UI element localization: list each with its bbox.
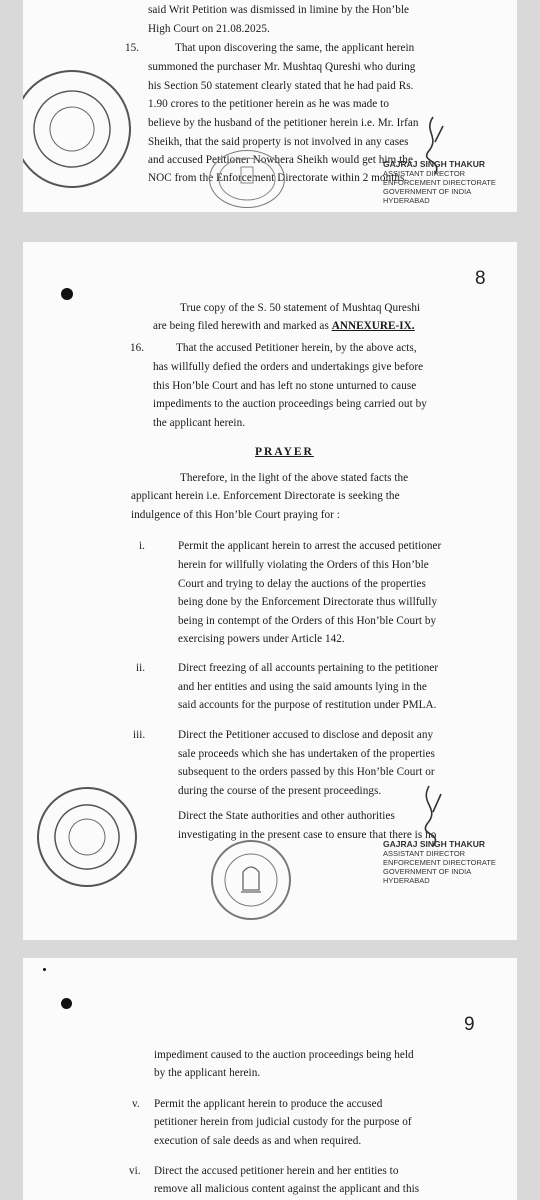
signatory-city: HYDERABAD (383, 196, 430, 205)
text-fragment: are being filed herewith and marked as (153, 320, 332, 332)
text-line: Sheikh, that the said property is not involved in any cases (148, 136, 409, 148)
prayer-item-label: v. (132, 1098, 140, 1110)
text-line: and accused Petitioner Nowhera Sheikh would get him the (148, 154, 413, 166)
text-line: has willfully defied the orders and undertakings give before (153, 361, 424, 373)
punch-mark (61, 998, 72, 1009)
text-line: NOC from the Enforcement Directorate within 2 months. (148, 172, 408, 184)
text-line: petitioner herein from judicial custody for the purpose of (154, 1116, 412, 1128)
text-line: Therefore, in the light of the above stated facts the (180, 472, 409, 484)
signatory-name: GAJRAJ SINGH THAKUR (383, 839, 486, 849)
signatory-govt: GOVERNMENT OF INDIA (383, 187, 472, 196)
text-line: That upon discovering the same, the applicant herein (175, 42, 415, 54)
prayer-item-label: vi. (129, 1165, 141, 1177)
signatory-title: ASSISTANT DIRECTOR (383, 849, 466, 858)
text-line: subsequent to the orders passed by this Hon’ble Court or (178, 766, 435, 778)
text-line: impediments to the auction proceedings being carried out by (153, 398, 427, 410)
page-number: 8 (475, 268, 486, 289)
text-line: impediment caused to the auction proceedings being held (154, 1049, 414, 1061)
punch-mark (43, 968, 46, 971)
notary-stamp (23, 773, 151, 901)
text-line: True copy of the S. 50 statement of Mushtaq Qureshi (180, 302, 421, 314)
document-page-1 (23, 0, 517, 212)
text-line (153, 320, 415, 332)
text-line: being in contempt of the Orders of this Hon’ble Court by (178, 615, 437, 627)
text-line: applicant herein i.e. Enforcement Directorate is seeking the (131, 490, 400, 502)
annexure-label: ANNEXURE-IX. (331, 320, 415, 332)
signatory-govt: GOVERNMENT OF INDIA (383, 867, 472, 876)
signatory-office: ENFORCEMENT DIRECTORATE (383, 178, 496, 187)
punch-mark (61, 288, 73, 300)
signatory-block (383, 840, 496, 885)
text-line: execution of sale deeds as and when required. (154, 1135, 362, 1147)
text-line: herein for willfully violating the Orders of this Hon’ble (178, 559, 429, 571)
prayer-item-label: i. (139, 540, 145, 552)
text-line: Direct the State authorities and other authorities (178, 810, 395, 822)
page-number: 9 (464, 1014, 475, 1035)
signatory-name: GAJRAJ SINGH THAKUR (383, 159, 486, 169)
text-line: said Writ Petition was dismissed in limine by the Hon’ble (148, 4, 410, 16)
text-line: this Hon’ble Court and has left no stone unturned to cause (153, 380, 417, 392)
paragraph-number: 15. (125, 42, 139, 54)
text-line: Permit the applicant herein to produce the accused (154, 1098, 383, 1110)
text-line: and her entities and using the said amounts lying in the (178, 681, 427, 693)
official-seal (211, 840, 291, 920)
text-line: exercising powers under Article 142. (178, 633, 345, 645)
text-line: being done by the Enforcement Directorate thus willfully (178, 596, 438, 608)
paragraph-number: 16. (130, 342, 144, 354)
text-line: Direct the accused petitioner herein and her entities to (154, 1165, 399, 1177)
text-line: remove all malicious content against the applicant and this (154, 1183, 420, 1195)
signatory-office: ENFORCEMENT DIRECTORATE (383, 858, 496, 867)
text-line: summoned the purchaser Mr. Mushtaq Qureshi who during (148, 61, 416, 73)
prayer-item-label: iii. (133, 729, 146, 741)
document-page-3 (23, 958, 517, 1200)
prayer-item-label: ii. (136, 662, 146, 674)
text-line: sale proceeds which she has undertaken of the properties (178, 748, 435, 760)
text-line: indulgence of this Hon’ble Court praying for : (131, 509, 340, 521)
text-line: Court and trying to delay the auctions of the properties (178, 578, 426, 590)
signatory-city: HYDERABAD (383, 876, 430, 885)
text-line: Direct freezing of all accounts pertaining to the petitioner (178, 662, 439, 674)
text-line: his Section 50 statement clearly stated that he had paid Rs. (148, 80, 414, 92)
text-line: the applicant herein. (153, 417, 246, 429)
text-line: High Court on 21.08.2025. (148, 23, 270, 35)
text-line: during the course of the present proceedings. (178, 785, 382, 797)
notary-stamp (23, 57, 144, 202)
signatory-block (383, 160, 496, 205)
text-line: believe by the husband of the petitioner herein i.e. Mr. Irfan (148, 117, 419, 129)
text-line: Direct the Petitioner accused to disclose and deposit any (178, 729, 434, 741)
official-seal (209, 150, 285, 208)
text-line: Permit the applicant herein to arrest the accused petitioner (178, 540, 442, 552)
text-line: 1.90 crores to the petitioner herein as he was made to (148, 98, 389, 110)
prayer-heading: PRAYER (255, 446, 314, 458)
signatory-title: ASSISTANT DIRECTOR (383, 169, 466, 178)
document-page-2 (23, 242, 517, 940)
text-line: by the applicant herein. (154, 1067, 261, 1079)
text-line: That the accused Petitioner herein, by the above acts, (176, 342, 417, 354)
text-line: investigating in the present case to ensure that there is no (178, 829, 437, 841)
text-line: said accounts for the purpose of restitution under PMLA. (178, 699, 437, 711)
